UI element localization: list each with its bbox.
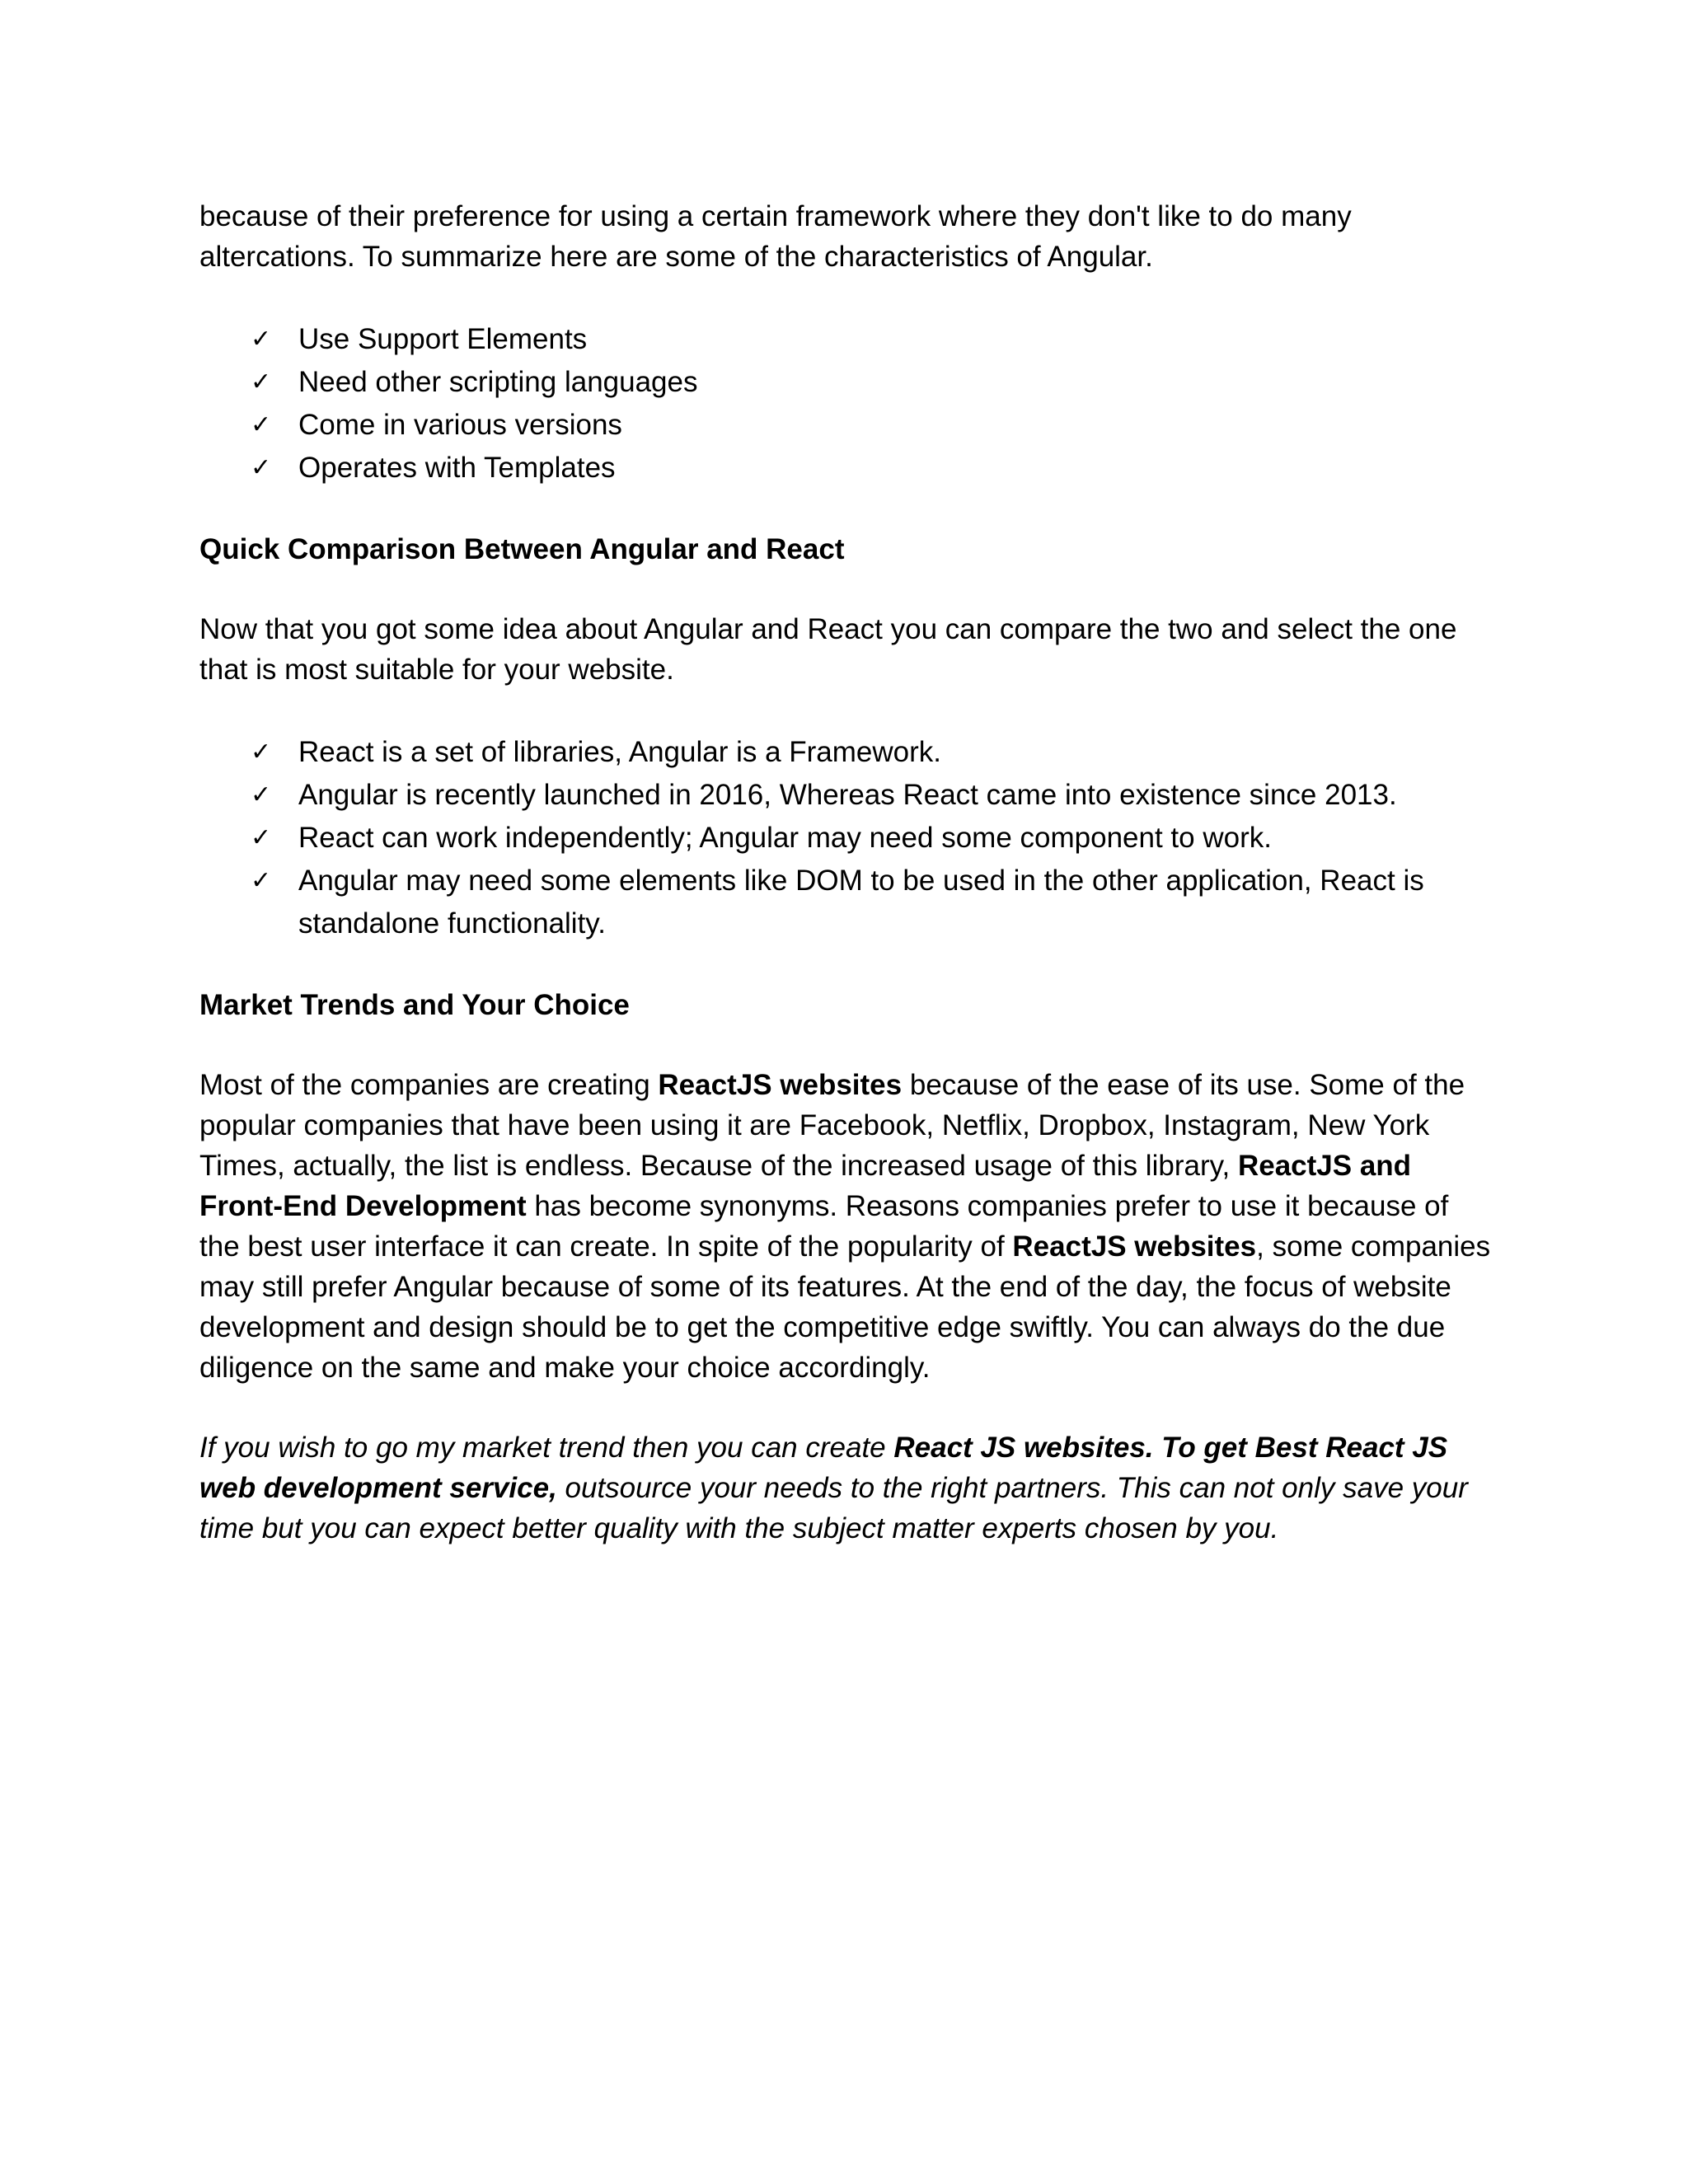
list-item <box>199 817 1493 860</box>
market-text-a: Most of the companies are creating <box>199 1069 659 1101</box>
closing-paragraph <box>199 1427 1493 1549</box>
list-item <box>199 731 1493 774</box>
list-item <box>199 447 1493 490</box>
check-mark-icon: ✓ <box>251 368 272 396</box>
market-text-g: , some companies may still prefer Angular because of some of its features. At the end of the day, the focus of website development and design should be to get the competitive edge swiftly. You can always do the due diligence on the same and make your choice accordingly. <box>199 1230 1491 1384</box>
list-item-text: Angular is recently launched in 2016, Whereas React came into existence since 2013. <box>298 779 1397 811</box>
check-mark-icon: ✓ <box>251 780 272 809</box>
check-mark-icon: ✓ <box>251 410 272 439</box>
comparison-heading: Quick Comparison Between Angular and React <box>199 533 845 565</box>
intro-line-1: because of their preference for using a certain framework where they don't like to do many <box>199 200 1352 232</box>
check-mark-icon: ✓ <box>251 823 272 852</box>
list-item-text: Come in various versions <box>298 409 622 441</box>
list-item <box>199 860 1493 945</box>
check-mark-icon: ✓ <box>251 738 272 766</box>
market-bold-frontend: ReactJS and Front-End Development <box>199 1150 1412 1222</box>
document-body <box>199 196 1493 1549</box>
closing-bold: React JS websites. To get Best React JS web development service, <box>199 1432 1448 1504</box>
market-bold-reactjs-websites: ReactJS websites <box>658 1069 903 1101</box>
closing-text-c: outsource your needs to the right partners. This can not only save your time but you can expect better quality with the subject matter experts chosen by you. <box>199 1472 1468 1544</box>
list-item-text: React is a set of libraries, Angular is a Framework. <box>298 736 942 768</box>
market-bold-reactjs-websites-2: ReactJS websites <box>1012 1230 1257 1263</box>
angular-traits-list <box>199 318 1493 490</box>
market-text-e: has become synonyms. Reasons companies prefer to use it because of the best user interface it can create. In spite of the popularity of <box>199 1190 1449 1263</box>
list-item <box>199 404 1493 447</box>
check-mark-icon: ✓ <box>251 453 272 482</box>
market-text-c: because of the ease of its use. Some of the popular companies that have been using it are Facebook, Netflix, Dropbox, Instagram, New York Times, actually, the list is endless. Because of the increased usage of this library, <box>199 1069 1465 1182</box>
list-item-text: React can work independently; Angular may need some component to work. <box>298 822 1272 854</box>
market-paragraph <box>199 1065 1493 1388</box>
list-item <box>199 774 1493 817</box>
list-item-text: Angular may need some elements like DOM to be used in the other application, React is standalone functionality. <box>298 865 1424 940</box>
intro-line-2: altercations. To summarize here are some of the characteristics of Angular. <box>199 241 1153 273</box>
list-item-text: Use Support Elements <box>298 323 588 355</box>
list-item <box>199 361 1493 404</box>
intro-paragraph <box>199 196 1493 277</box>
market-heading: Market Trends and Your Choice <box>199 989 630 1021</box>
list-item-text: Need other scripting languages <box>298 366 698 398</box>
closing-text-a: If you wish to go my market trend then you can create <box>199 1432 894 1464</box>
comparison-points-list <box>199 731 1493 945</box>
check-mark-icon: ✓ <box>251 866 272 895</box>
check-mark-icon: ✓ <box>251 325 272 354</box>
list-item-text: Operates with Templates <box>298 452 616 484</box>
list-item <box>199 318 1493 361</box>
comparison-paragraph: Now that you got some idea about Angular and React you can compare the two and select the one that is most suitable for your website. <box>199 613 1457 686</box>
